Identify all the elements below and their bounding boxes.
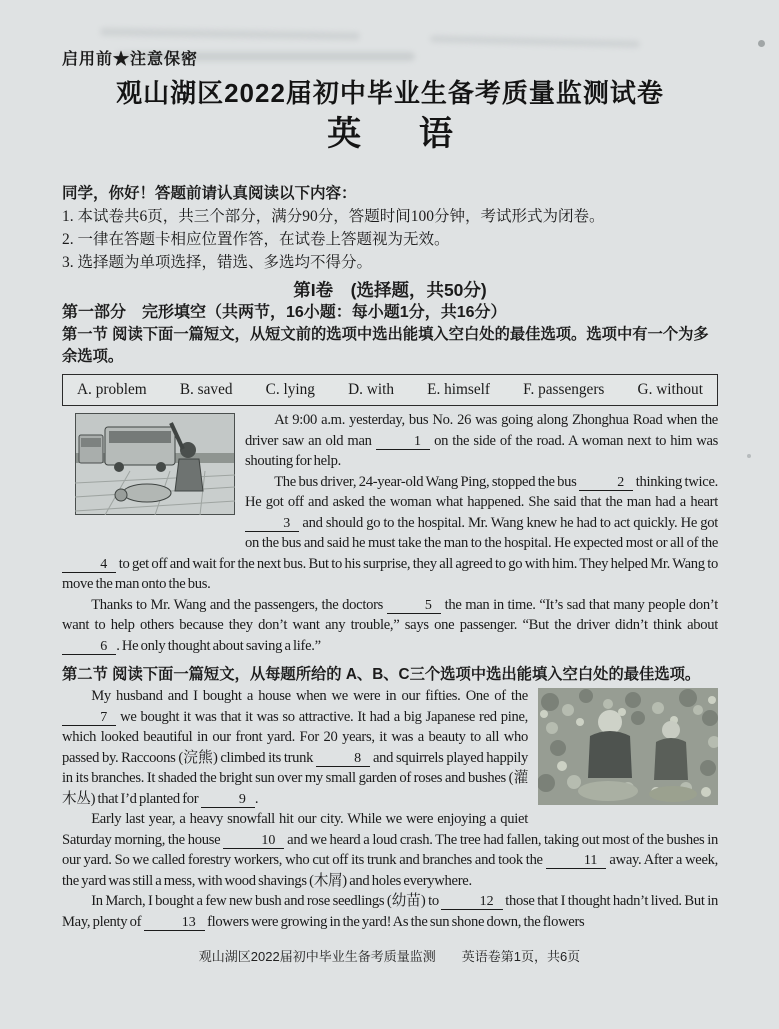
passage-paragraph: Thanks to Mr. Wang and the passengers, the doctors 5 the man in time. “It’s sad that many people don’t want to help others because they don’t want any trouble,” says one passenger. “But the driver didn’t think about 6 . He only thought about saving a life.” <box>62 596 718 654</box>
cloze-blank-10: 10 <box>223 834 284 849</box>
option-item: G. without <box>637 381 703 398</box>
exam-title: 观山湖区2022届初中毕业生备考质量监测试卷 <box>116 78 664 108</box>
passage-paragraph: My husband and I bought a house when we were in our fifties. One of the 7 we bought it was that it was so attractive. It had a big Japanese red pine, which looked beautiful in our front yard. For 20 years, it was a beauty to all who passed by. Raccoons (浣熊) climbed its trunk 8 and squirrels played happily in its branches. It shaded the bright sun over my small garden of roses and bushes (灌木丛) that I’d planted for 9 . <box>62 688 528 807</box>
cloze-blank-7: 7 <box>62 711 116 726</box>
passage-paragraph: The bus driver, 24-year-old Wang Ping, stopped the bus 2 thinking twice. He got off and asked the woman what happened. She said that the man had a heart 3 and should go to the hospital. Mr. Wang knew he had to act quickly. He got on the bus and said he must take the man to the hospital. He expected most or all of the 4 to get off and wait for the next bus. But to his surprise, they all agreed to go with him. They helped Mr. Wang to move the man onto the bus. <box>62 473 718 592</box>
option-item: D. with <box>348 381 394 398</box>
instruction-item: 2. 一律在答题卡相应位置作答，在试卷上答题视为无效。 <box>62 231 450 248</box>
option-item: F. passengers <box>523 381 605 398</box>
cloze-blank-3: 3 <box>245 517 299 532</box>
cloze-blank-5: 5 <box>387 599 441 614</box>
cloze-passage-1 <box>62 410 718 656</box>
cloze-blank-1: 1 <box>376 435 430 450</box>
option-item: E. himself <box>427 381 491 398</box>
confidential-notice: 启用前★注意保密 <box>62 51 199 68</box>
passage-paragraph: At 9:00 a.m. yesterday, bus No. 26 was going along Zhonghua Road when the driver saw an old man 1 on the side of the road. A woman next to him was shouting for help. <box>245 412 718 469</box>
volume-header: 第I卷 (选择题，共50分) <box>293 280 487 300</box>
option-item: A. problem <box>77 381 147 398</box>
page-footer: 观山湖区2022届初中毕业生备考质量监测 英语卷第1页，共6页 <box>198 949 581 964</box>
cloze-blank-6: 6 <box>62 640 116 655</box>
section1-instruction: 第一节 阅读下面一篇短文，从短文前的选项中选出能填入空白处的最佳选项。选项中有一个为多余选项。 <box>62 326 709 365</box>
subject-title: 英 语 <box>327 116 465 153</box>
cloze-blank-11: 11 <box>546 854 607 869</box>
instruction-item: 3. 选择题为单项选择，错选、多选均不得分。 <box>62 254 373 271</box>
passage-paragraph: In March, I bought a few new bush and rose seedlings (幼苗) to 12 those that I thought hadn’t lived. But in May, plenty of 13 flowers were growing in the yard! As the sun shone down, the flowers <box>62 893 718 930</box>
options-box <box>62 374 718 406</box>
bus-scene-image <box>75 413 235 515</box>
option-item: C. lying <box>265 381 315 398</box>
cloze-blank-2: 2 <box>579 476 633 491</box>
instruction-item: 1. 本试卷共6页，共三个部分，满分90分，答题时间100分钟，考试形式为闭卷。 <box>62 208 605 225</box>
part1-header: 第一部分 完形填空（共两节，16小题：每小题1分，共16分） <box>62 304 507 321</box>
ink-speck <box>747 454 751 458</box>
cloze-blank-9: 9 <box>201 793 255 808</box>
cloze-blank-13: 13 <box>144 916 205 931</box>
student-greeting: 同学，你好！答题前请认真阅读以下内容： <box>62 185 357 202</box>
cloze-blank-12: 12 <box>441 895 502 910</box>
cloze-blank-4: 4 <box>62 558 116 573</box>
bleed-through-smudge <box>100 28 360 41</box>
ink-speck <box>758 40 765 47</box>
bleed-through-smudge <box>430 35 640 47</box>
section2-instruction: 第二节 阅读下面一篇短文，从每题所给的 A、B、C三个选项中选出能填入空白处的最佳选项。 <box>62 666 701 683</box>
passage-paragraph: Early last year, a heavy snowfall hit our city. While we were enjoying a quiet Saturday morning, the house 10 and we heard a loud crash. The tree had fallen, taking out most of the bushes in our yard. So we called forestry workers, who cut off its trunk and branches and took the 11 away. After a week, the yard was still a mess, with wood shavings (木屑) and holes everywhere. <box>62 811 718 889</box>
cloze-blank-8: 8 <box>316 752 370 767</box>
option-item: B. saved <box>179 381 233 398</box>
garden-photo-image <box>538 688 718 805</box>
cloze-passage-2 <box>62 686 718 932</box>
